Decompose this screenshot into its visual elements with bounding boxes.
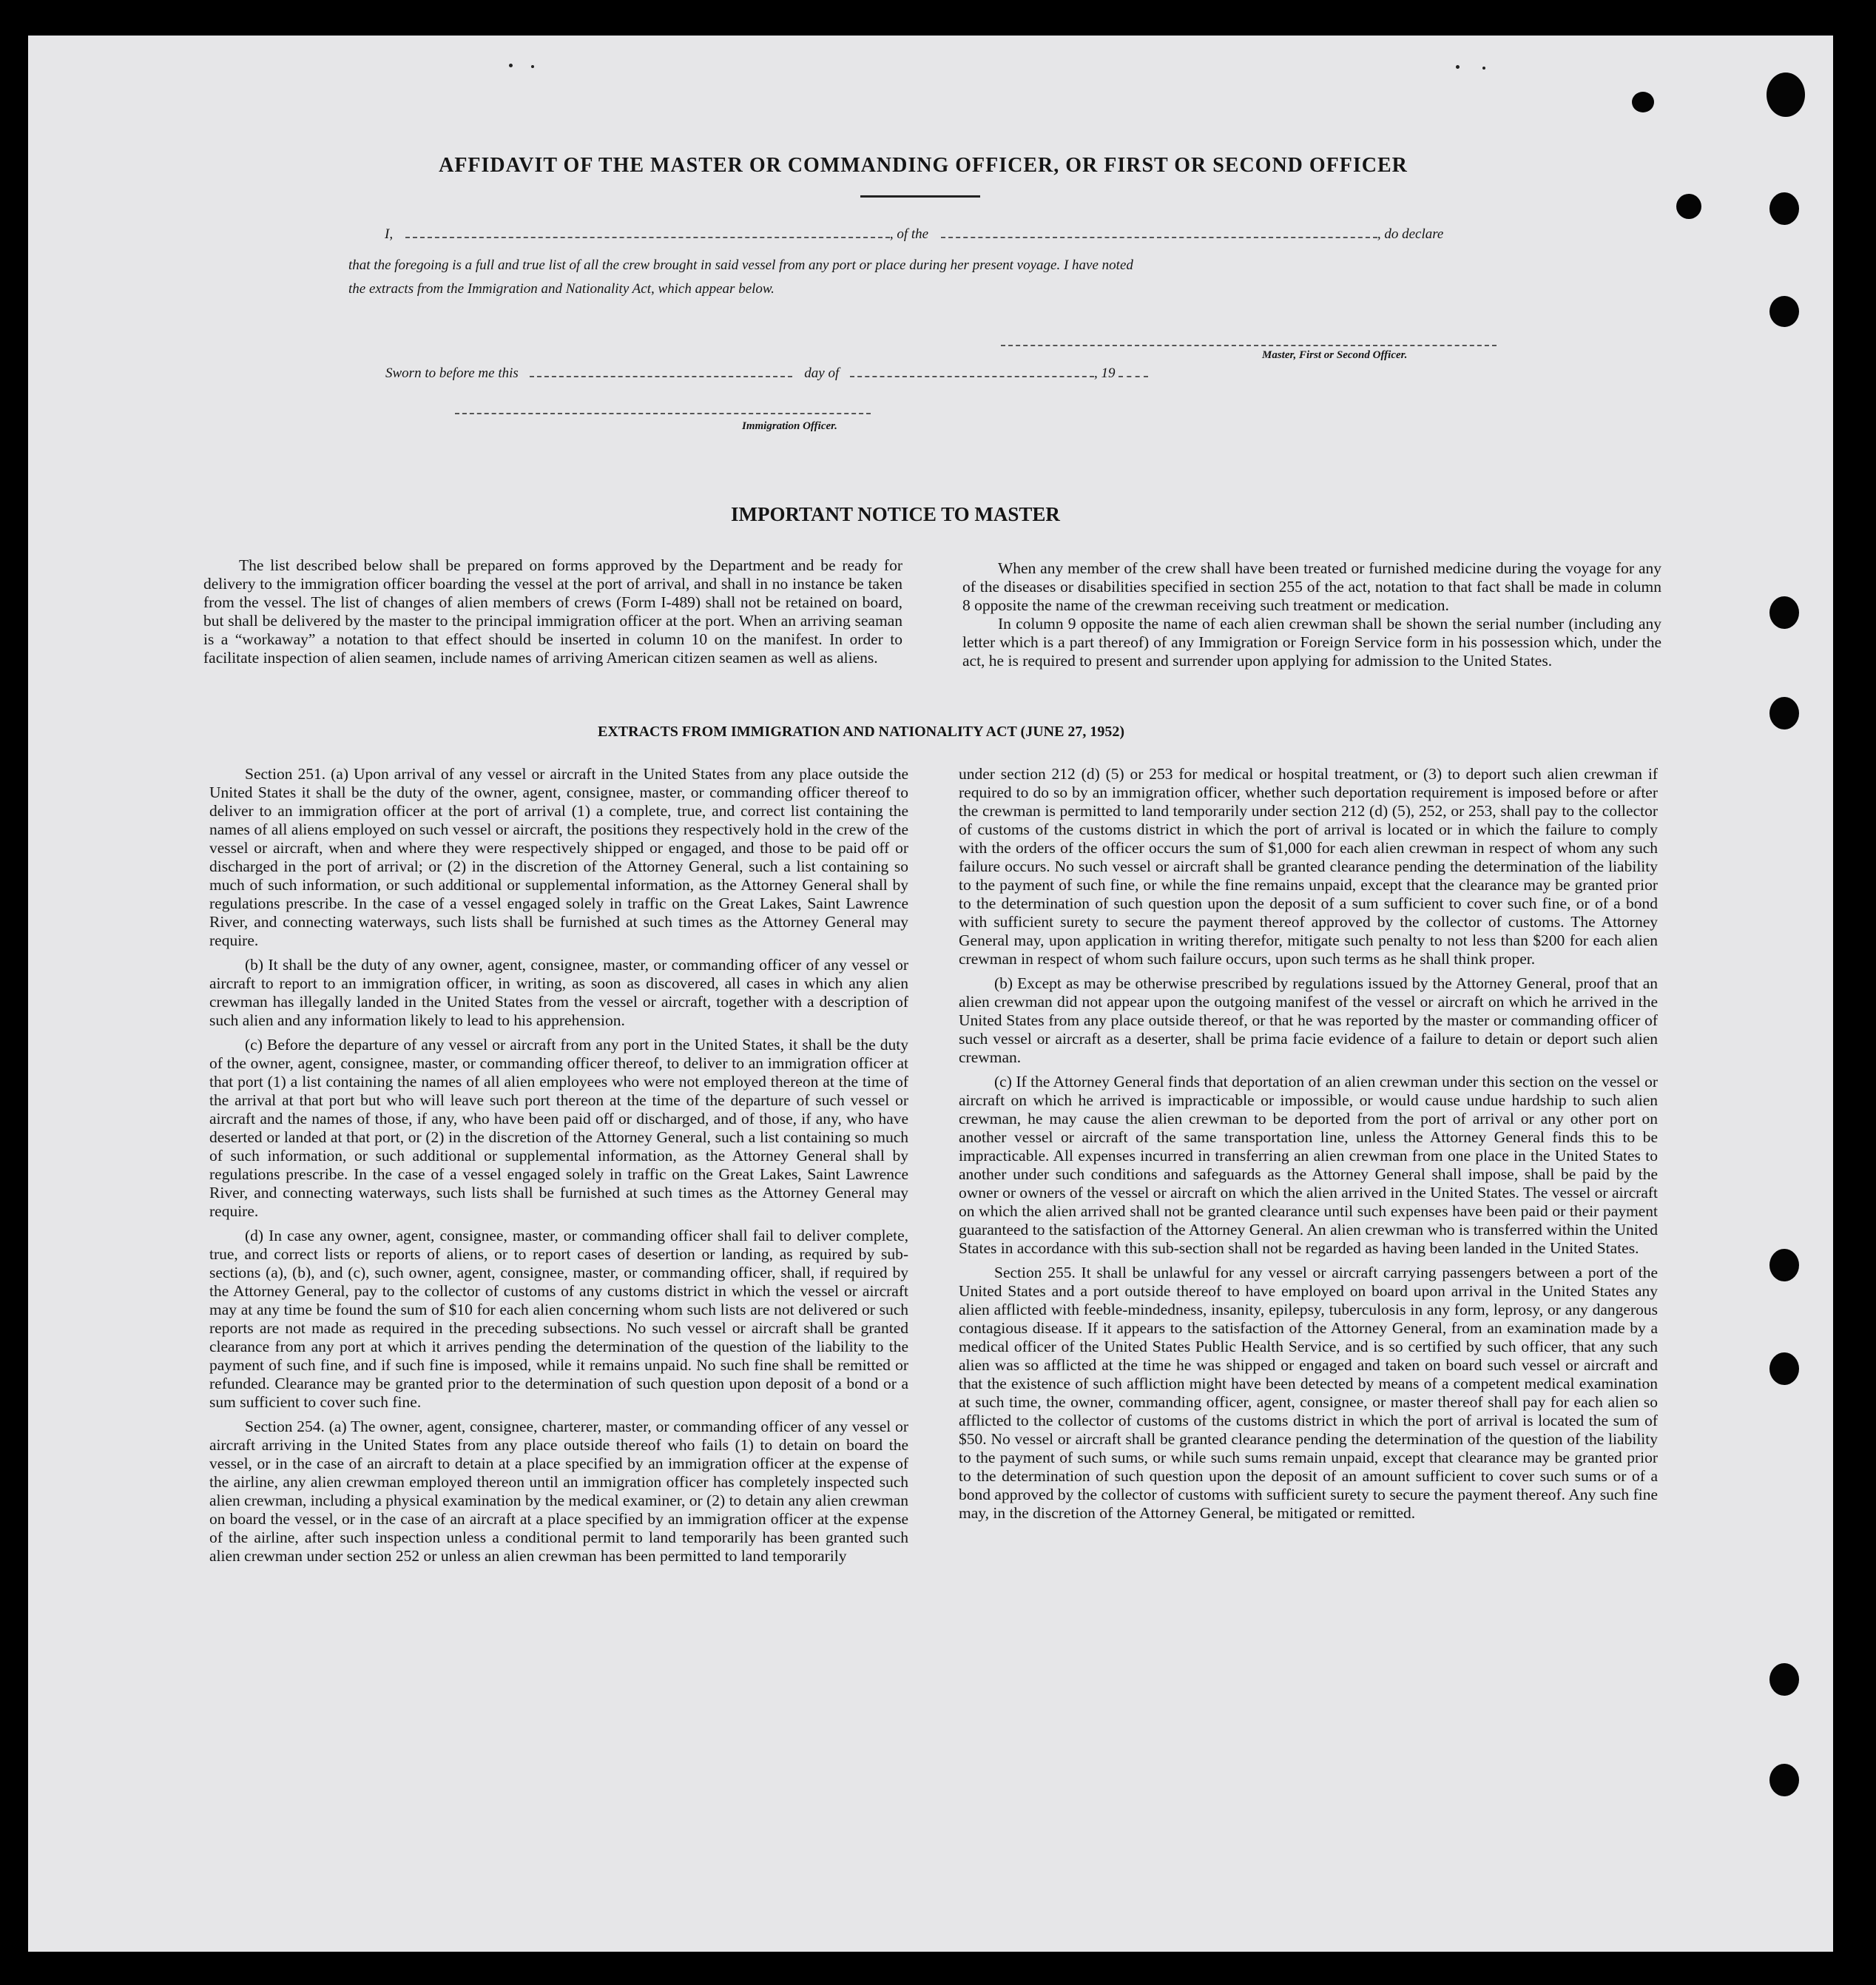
scan-speck (531, 65, 534, 68)
punch-hole (1632, 92, 1654, 112)
punch-hole (1769, 1249, 1799, 1281)
affidavit-of-the-label: , of the (889, 226, 929, 242)
section-254-b: (b) Except as may be otherwise prescribed by regulations issued by the Attorney General, proof that an alien crewman did not appear upon the outgoing manifest of the vessel or aircraft on which he arrived in the United States from any place outside thereof, or that he was reported by the master or commanding officer of such vessel or aircraft as a deserter, shall be prima facie evidence of a failure to detain or deport such alien crewman. (959, 974, 1658, 1066)
scan-speck (509, 64, 513, 67)
punch-hole (1767, 73, 1805, 117)
punch-hole (1769, 1352, 1799, 1385)
punch-hole (1769, 1764, 1799, 1796)
notice-right-column (962, 559, 1661, 676)
section-251-a: Section 251. (a) Upon arrival of any vessel or aircraft in the United States from any place outside the United States it shall be the duty of the owner, agent, consignee, master, or commanding officer thereof to deliver to an immigration officer at the port of arrival (1) a complete, true, and correct list containing the names of all aliens employed on such vessel or aircraft, the positions they respectively hold in the crew of the vessel or aircraft, when and where they were respectively shipped or engaged, and those to be paid off or discharged in the port of arrival; or (2) in the discretion of the Attorney General, such a list containing so much of such information, or such additional or supplemental information, as the Attorney General shall by regulations prescribe. In the case of a vessel engaged solely in traffic on the Great Lakes, Saint Lawrence River, and connecting waterways, such lists shall be furnished at such times as the Attorney General may require. (209, 765, 908, 949)
notice-right-paragraph-1: When any member of the crew shall have been treated or furnished medicine during the voyage for any of the diseases or disabilities specified in section 255 of the act, notation to that fact shall be made in column 8 opposite the name of the crewman receiving such treatment or medication. (962, 559, 1661, 614)
affidavit-statement-line-2: the extracts from the Immigration and Nationality Act, which appear below. (348, 281, 775, 297)
sworn-prefix: Sworn to before me this (385, 365, 519, 381)
extracts-right-column (959, 765, 1658, 1529)
affidavit-declaration-line (385, 226, 1443, 243)
sworn-line (385, 365, 1148, 382)
extracts-title: EXTRACTS FROM IMMIGRATION AND NATIONALITY ACT (JUNE 27, 1952) (598, 724, 1125, 740)
master-signature-label: Master, First or Second Officer. (1262, 349, 1408, 361)
affidavit-do-declare-label: , do declare (1377, 226, 1444, 242)
extracts-left-column (209, 765, 908, 1571)
punch-hole (1769, 596, 1799, 629)
sworn-month-blank[interactable] (850, 365, 1094, 377)
vessel-blank[interactable] (941, 226, 1377, 238)
scan-speck (1456, 65, 1460, 69)
sworn-year-blank[interactable] (1118, 365, 1148, 377)
notice-left-paragraph: The list described below shall be prepared on forms approved by the Department and be ready for delivery to the immigration officer boarding the vessel at the port of arrival, and shall in no instance be taken from the vessel. The list of changes of alien members of crews (Form I-489) shall not be retained on board, but shall be delivered by the master to the principal immigration officer at the port. When an arriving seaman is a “workaway” a notation to that effect should be inserted in column 10 on the manifest. In order to facilitate inspection of alien seamen, include names of arriving American citizen seamen as well as aliens. (203, 556, 902, 667)
sworn-day-blank[interactable] (530, 365, 792, 377)
immigration-officer-signature-line[interactable] (455, 413, 871, 414)
section-254-c: (c) If the Attorney General finds that deportation of an alien crewman under this section on the vessel or aircraft on which he arrived is impracticable or impossible, or would cause undue hardship to such alien crewman, he may cause the alien crewman to be deported from the port of arrival or any other port on another vessel or aircraft of the same transportation line, unless the Attorney General finds this to be impracticable. All expenses incurred in transferring an alien crewman from one place in the United States to another under such conditions and safeguards as the Attorney General shall impose, shall be paid by the owner or owners of the vessel or aircraft on which the alien arrived in the United States. The vessel or aircraft on which the alien arrived shall not be granted clearance until such expenses have been paid or their payment guaranteed to the satisfaction of the Attorney General. An alien crewman who is transferred within the United States in accordance with this sub-section shall not be regarded as having been landed in the United States. (959, 1073, 1658, 1257)
punch-hole (1769, 697, 1799, 729)
affidavit-statement-line: that the foregoing is a full and true list of all the crew brought in said vessel from any port or place during her present voyage. I have noted (348, 257, 1133, 273)
notice-right-paragraph-2: In column 9 opposite the name of each alien crewman shall be shown the serial number (including any letter which is a part thereof) of any Immigration or Foreign Service form in his possession which, under the act, he is required to present and surrender upon applying for admission to the United States. (962, 615, 1661, 670)
affidavit-title: AFFIDAVIT OF THE MASTER OR COMMANDING OFFICER, OR FIRST OR SECOND OFFICER (439, 154, 1408, 177)
affidavit-i-label: I, (385, 226, 394, 242)
name-blank[interactable] (405, 226, 890, 238)
section-254-a-continued: under section 212 (d) (5) or 253 for medical or hospital treatment, or (3) to deport such alien crewman if required to do so by an immigration officer, whether such deportation requirement is imposed before or after the crewman is permitted to land temporarily under section 212 (d) (5), 252, or 253, shall pay to the collector of customs of the customs district in which the port of arrival is located or in which the failure to comply with the orders of the officer occurs the sum of $1,000 for each alien crewman in respect of whom any such failure occurs. No such vessel or aircraft shall be granted clearance pending the determination of the liability to the payment of such fine, or while the fine remains unpaid, except that the clearance may be granted prior to the determination of such question upon the deposit of a sum sufficient to cover such fine, or of a bond with sufficient surety to secure the payment thereof approved by the collector of customs. The Attorney General may, upon application in writing therefor, mitigate such penalty to not less than $200 for each alien crewman in respect of whom such failure occurs, upon such terms as he shall think proper. (959, 765, 1658, 968)
section-251-b: (b) It shall be the duty of any owner, agent, consignee, master, or commanding officer of any vessel or aircraft to report to an immigration officer, in writing, as soon as discovered, all cases in which any alien crewman has illegally landed in the United States from the vessel or aircraft, together with a description of such alien and any information likely to lead to his apprehension. (209, 956, 908, 1029)
punch-hole (1769, 296, 1799, 327)
punch-hole (1676, 194, 1701, 219)
sworn-year-label: , 19 (1094, 365, 1116, 381)
document-page (28, 36, 1833, 1952)
section-251-d: (d) In case any owner, agent, consignee, master, or commanding officer shall fail to deliver complete, true, and correct lists or reports of aliens, or to report cases of desertion or landing, as required by sub-sections (a), (b), and (c), such owner, agent, consignee, master, or commanding officer, shall, if required by the Attorney General, pay to the collector of customs of any customs district in which the vessel or aircraft may at any time be found the sum of $10 for each alien concerning whom such lists are not delivered or such reports are not made as required in the preceding subsections. No such vessel or aircraft shall be granted clearance from any port at which it arrives pending the determination of the question of the liability to the payment of such fine, and if such fine is imposed, while it remains unpaid. No such fine shall be remitted or refunded. Clearance may be granted prior to the determination of such question upon deposit of a bond or a sum sufficient to cover such fine. (209, 1227, 908, 1411)
section-254-a: Section 254. (a) The owner, agent, consignee, charterer, master, or commanding officer of any vessel or aircraft arriving in the United States from any place outside thereof who fails (1) to detain on board the vessel, or in the case of an aircraft to detain at a place specified by an immigration officer at the expense of the airline, any alien crewman employed thereon until an immigration officer has completely inspected such alien crewman, including a physical examination by the medical examiner, or (2) to detain any alien crewman on board the vessel, or in the case of an aircraft at a place specified by an immigration officer at the expense of the airline, after such inspection unless a conditional permit to land temporarily has been granted such alien crewman under section 252 or unless an alien crewman has been permitted to land temporarily (209, 1418, 908, 1565)
section-255: Section 255. It shall be unlawful for any vessel or aircraft carrying passengers between a port of the United States and a port outside thereof to have employed on board upon arrival in the United States any alien afflicted with feeble-mindedness, insanity, epilepsy, tuberculosis in any form, leprosy, or any dangerous contagious disease. If it appears to the satisfaction of the Attorney General, from an examination made by a medical officer of the United States Public Health Service, and is so certified by such officer, that any such alien was so afflicted at the time he was shipped or engaged and taken on board such vessel or aircraft and that the existence of such affliction might have been detected by means of a competent medical examination at such time, the owner, commanding officer, agent, consignee, or master thereof shall pay for each alien so afflicted to the collector of customs of the customs district in which the port of arrival is located the sum of $50. No vessel or aircraft shall be granted clearance pending the determination of the question of the liability to the payment of such sums, or while such sums remain unpaid, except that clearance may be granted prior to the determination of such question upon the deposit of an amount sufficient to cover such sums or of a bond approved by the collector of customs with sufficient surety to secure the payment thereof. Any such fine may, in the discretion of the Attorney General, be mitigated or remitted. (959, 1264, 1658, 1522)
immigration-officer-label: Immigration Officer. (742, 420, 837, 432)
sworn-day-of-label: day of (804, 365, 840, 381)
section-251-c: (c) Before the departure of any vessel or aircraft from any port in the United States, it shall be the duty of the owner, agent, consignee, master, or commanding officer thereof, to deliver to an immigration officer at that port (1) a list containing the names of all alien employees who were not employed thereon at the time of the arrival at that port but who will leave such port thereon at the time of the departure of such vessel or aircraft and the names of those, if any, who have been paid off or discharged, and of those, if any, who have deserted or landed at that port, or (2) in the discretion of the Attorney General, such a list containing so much of such information, or such additional or supplemental information, as the Attorney General shall by regulations prescribe. In the case of a vessel engaged solely in traffic on the Great Lakes, Saint Lawrence River, and connecting waterways, such lists shall be furnished at such times as the Attorney General may require. (209, 1036, 908, 1220)
master-signature-line[interactable] (1001, 345, 1497, 346)
scan-speck (1482, 67, 1485, 70)
punch-hole (1769, 192, 1799, 225)
notice-title: IMPORTANT NOTICE TO MASTER (731, 503, 1060, 525)
punch-hole (1769, 1663, 1799, 1696)
notice-left-column (203, 556, 902, 673)
title-divider (860, 195, 980, 198)
